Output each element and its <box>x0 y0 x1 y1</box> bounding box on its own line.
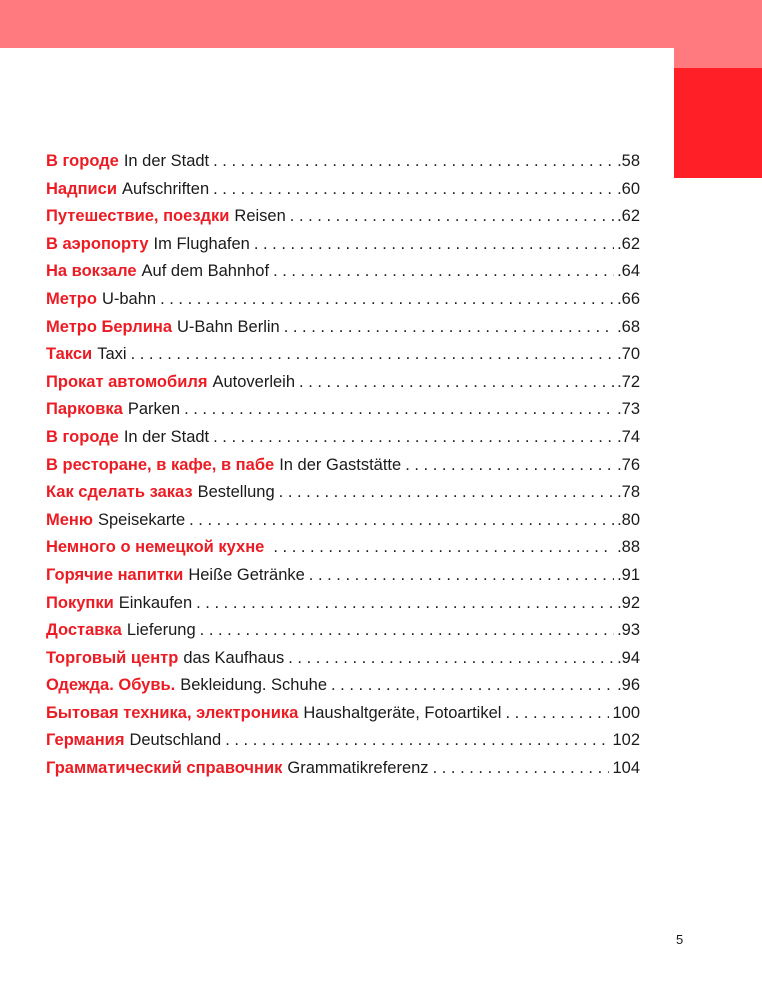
dot-leader <box>273 534 614 562</box>
toc-entry-german: Reisen <box>234 207 286 226</box>
toc-entry[interactable] <box>46 645 640 673</box>
toc-entry[interactable] <box>46 562 640 590</box>
toc-entry[interactable] <box>46 617 640 645</box>
toc-entry-german: das Kaufhaus <box>183 648 285 667</box>
toc-entry-page: .80 <box>617 510 640 529</box>
toc-entry-page: .62 <box>617 207 640 226</box>
toc-entry[interactable] <box>46 590 640 618</box>
toc-entry-russian: Путешествие, поездки <box>46 207 230 226</box>
toc-entry-page: .66 <box>617 289 640 308</box>
toc-entry-german: Autoverleih <box>212 372 296 391</box>
toc-entry-german: Im Flughafen <box>153 234 250 253</box>
toc-entry-page: 104 <box>612 759 640 778</box>
toc-entry[interactable] <box>46 727 640 755</box>
toc-entry-russian: Прокат автомобиля <box>46 372 208 391</box>
toc-entry-german: In der Gaststätte <box>279 455 402 474</box>
corner-tab-light <box>674 48 762 68</box>
dot-leader <box>213 176 614 204</box>
toc-entry[interactable] <box>46 755 640 783</box>
toc-entry-german: Bestellung <box>197 483 275 502</box>
toc-entry-german: Haushaltgeräte, Fotoartikel <box>303 703 502 722</box>
dot-leader <box>160 286 614 314</box>
toc-entry[interactable] <box>46 176 640 204</box>
toc-entry-page: .70 <box>617 345 640 364</box>
toc-entry-page: .78 <box>617 483 640 502</box>
toc-entry-german: Lieferung <box>126 621 196 640</box>
dot-leader <box>505 700 609 728</box>
toc-entry-russian: В городе <box>46 427 119 446</box>
toc-entry-russian: Одежда. Обувь. <box>46 676 176 695</box>
toc-entry-russian: Грамматический справочник <box>46 759 283 778</box>
toc-entry-page: .92 <box>617 593 640 612</box>
toc-entry-page: .62 <box>617 234 640 253</box>
toc-entry-german: Deutschland <box>129 731 222 750</box>
page-number: 5 <box>676 932 684 947</box>
toc-entry[interactable] <box>46 286 640 314</box>
toc-entry-page: .94 <box>617 648 640 667</box>
toc-entry-german: In der Stadt <box>123 427 210 446</box>
toc-entry-russian: Такси <box>46 345 93 364</box>
dot-leader <box>290 203 614 231</box>
toc-entry[interactable] <box>46 672 640 700</box>
toc-entry-russian: Парковка <box>46 400 123 419</box>
toc-entry[interactable] <box>46 203 640 231</box>
toc-entry-german: Taxi <box>97 345 127 364</box>
toc-entry-russian: В городе <box>46 152 119 170</box>
toc-entry[interactable] <box>46 424 640 452</box>
dot-leader <box>200 617 614 645</box>
dot-leader <box>288 645 614 673</box>
toc-entry[interactable] <box>46 700 640 728</box>
toc-entry-german: Bekleidung. Schuhe <box>180 676 328 695</box>
toc-entry-german: Parken <box>127 400 181 419</box>
toc-entry-page: .93 <box>617 621 640 640</box>
dot-leader <box>279 479 614 507</box>
toc-entry-page: .64 <box>617 262 640 281</box>
toc-entry-russian: Доставка <box>46 621 122 640</box>
dot-leader <box>131 341 615 369</box>
toc-entry-russian: Покупки <box>46 593 114 612</box>
toc-entry-page: 102 <box>612 731 640 750</box>
toc-entry[interactable] <box>46 231 640 259</box>
dot-leader <box>273 258 614 286</box>
dot-leader <box>184 396 614 424</box>
toc-entry-russian: Горячие напитки <box>46 565 184 584</box>
toc-entry[interactable] <box>46 452 640 480</box>
toc-entry[interactable] <box>46 148 640 176</box>
toc-entry-page: .96 <box>617 676 640 695</box>
toc-entry-german: Aufschriften <box>122 179 210 198</box>
toc-entry-russian: Метро <box>46 289 97 308</box>
toc-entry-german: In der Stadt <box>123 152 210 170</box>
toc-entry-russian: На вокзале <box>46 262 137 281</box>
toc-entry-page: .76 <box>617 455 640 474</box>
dot-leader <box>225 727 609 755</box>
dot-leader <box>405 452 614 480</box>
dot-leader <box>299 369 614 397</box>
toc-entry-german: Auf dem Bahnhof <box>141 262 270 281</box>
toc-entry-german: Heiße Getränke <box>188 565 305 584</box>
toc-entry-page: .74 <box>617 427 640 446</box>
toc-entry-page: .72 <box>617 372 640 391</box>
toc-entry[interactable] <box>46 341 640 369</box>
toc-entry-german: Grammatikreferenz <box>287 759 429 778</box>
toc-entry-russian: В ресторане, в кафе, в пабе <box>46 455 275 474</box>
table-of-contents <box>46 148 640 783</box>
toc-entry-german: U-bahn <box>101 289 157 308</box>
toc-entry-russian: Бытовая техника, электроника <box>46 703 299 722</box>
toc-entry[interactable] <box>46 314 640 342</box>
dot-leader <box>254 231 614 259</box>
dot-leader <box>433 755 610 783</box>
toc-entry-page: .60 <box>617 179 640 198</box>
toc-entry-page: 100 <box>612 703 640 722</box>
toc-entry[interactable] <box>46 396 640 424</box>
dot-leader <box>309 562 614 590</box>
dot-leader <box>331 672 614 700</box>
toc-entry-page: .68 <box>617 317 640 336</box>
toc-entry-page: .91 <box>617 565 640 584</box>
toc-entry-russian: В аэропорту <box>46 234 149 253</box>
toc-entry[interactable] <box>46 479 640 507</box>
dot-leader <box>213 424 614 452</box>
chapter-tab <box>674 68 762 178</box>
dot-leader <box>213 148 614 176</box>
toc-entry-german: Einkaufen <box>118 593 193 612</box>
toc-entry-german: Speisekarte <box>97 510 186 529</box>
dot-leader <box>196 590 614 618</box>
toc-entry-russian: Метро Берлина <box>46 317 172 336</box>
toc-entry-page: .73 <box>617 400 640 419</box>
toc-entry[interactable] <box>46 369 640 397</box>
toc-entry-russian: Торговый центр <box>46 648 179 667</box>
toc-entry[interactable] <box>46 534 640 562</box>
toc-entry-page: .88 <box>617 538 640 557</box>
toc-entry-russian: Надписи <box>46 179 117 198</box>
toc-entry[interactable] <box>46 507 640 535</box>
top-color-band <box>0 0 762 48</box>
dot-leader <box>189 507 614 535</box>
toc-entry-russian: Германия <box>46 731 125 750</box>
toc-entry-page: .58 <box>617 152 640 170</box>
toc-entry-russian: Как сделать заказ <box>46 483 193 502</box>
toc-entry-german: U-Bahn Berlin <box>177 317 280 336</box>
toc-entry-russian: Немного о немецкой кухне <box>46 538 265 557</box>
dot-leader <box>284 314 614 342</box>
toc-entry[interactable] <box>46 258 640 286</box>
toc-entry-russian: Меню <box>46 510 93 529</box>
